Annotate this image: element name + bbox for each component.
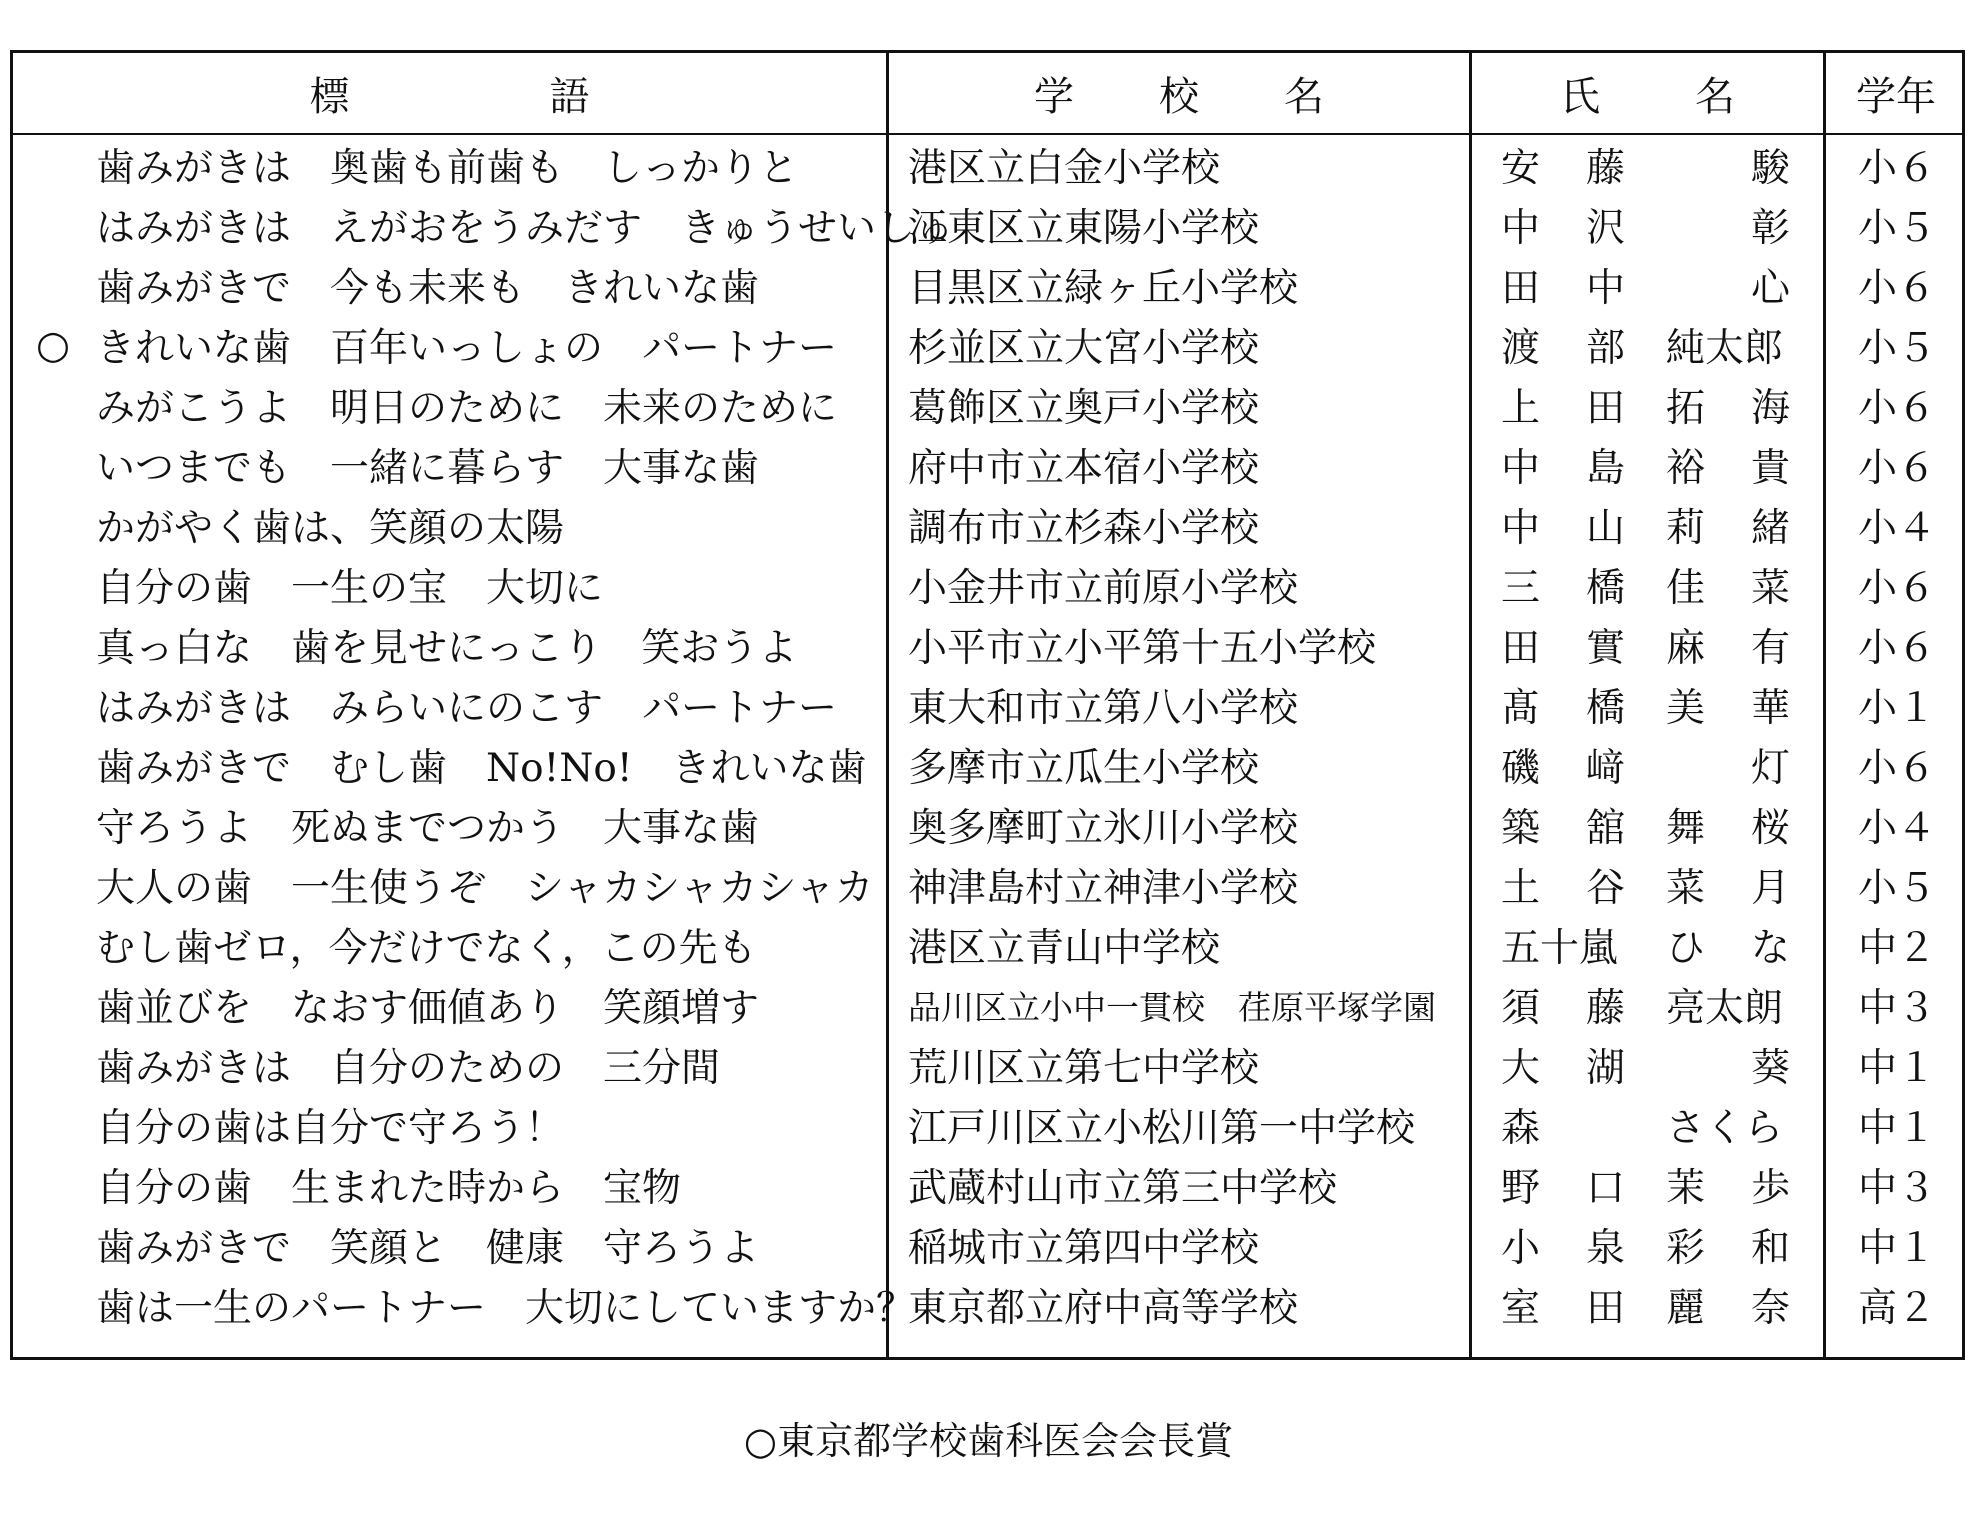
student-name-part: 華: [1751, 686, 1791, 731]
student-name-part: 小: [1501, 1226, 1541, 1271]
student-name-part: 亮太朗: [1666, 986, 1784, 1031]
table-row: [13, 1215, 1962, 1275]
student-name-part: 中: [1501, 206, 1541, 251]
grade: 小６: [1858, 386, 1937, 431]
award-marker: [28, 555, 78, 615]
grade: 小１: [1858, 686, 1937, 731]
grade: 中１: [1858, 1106, 1937, 1151]
slogan-text: 真っ白な 歯を見せにっこり 笑おうよ: [96, 626, 798, 671]
student-name-part: 田: [1501, 266, 1541, 311]
table-body: [13, 135, 1962, 1335]
award-marker: [28, 615, 78, 675]
student-name-part: 舞: [1666, 806, 1706, 851]
school-name: 品川区立小中一貫校 荏原平塚学園: [908, 987, 1436, 1027]
table-row: [13, 1035, 1962, 1095]
award-marker: [28, 915, 78, 975]
student-name-part: 貴: [1751, 446, 1791, 491]
school-name: 目黒区立緑ヶ丘小学校: [908, 266, 1299, 311]
slogan-text: むし歯ゼロ，今だけでなく，この先も: [96, 926, 757, 971]
header-name-char: 氏: [1560, 73, 1600, 120]
table-row: [13, 135, 1962, 195]
student-name-part: 彰: [1751, 206, 1791, 251]
slogan-text: きれいな歯 百年いっしょの パートナー: [96, 326, 838, 371]
school-name: 港区立白金小学校: [908, 146, 1221, 191]
student-name-part: 土: [1501, 866, 1541, 911]
student-name-part: 﨑: [1586, 746, 1626, 791]
slogan-text: 歯みがきで むし歯 No!No! きれいな歯: [96, 746, 867, 791]
table-row: [13, 1275, 1962, 1335]
student-name-part: 麻: [1666, 626, 1706, 671]
student-name-part: 橋: [1586, 566, 1626, 611]
student-name-part: 五十嵐: [1501, 926, 1619, 971]
student-name: [1501, 615, 1811, 675]
table-row: [13, 1095, 1962, 1155]
student-name-part: 田: [1586, 386, 1626, 431]
table-row: [13, 975, 1962, 1035]
student-name: [1501, 735, 1811, 795]
grade: 中３: [1858, 1166, 1937, 1211]
student-name-part: 海: [1751, 386, 1791, 431]
award-marker: [28, 1095, 78, 1155]
grade: 小４: [1858, 806, 1937, 851]
student-name: [1501, 375, 1811, 435]
student-name-part: 森: [1501, 1106, 1541, 1151]
table-row: [13, 435, 1962, 495]
table-row: [13, 915, 1962, 975]
table-row: [13, 855, 1962, 915]
student-name-part: 菜: [1751, 566, 1791, 611]
student-name-part: 美: [1666, 686, 1706, 731]
student-name-part: 三: [1501, 566, 1541, 611]
student-name-part: 部: [1586, 326, 1626, 371]
school-name: 武蔵村山市立第三中学校: [908, 1166, 1338, 1211]
student-name: [1501, 1095, 1811, 1155]
student-name: [1501, 975, 1811, 1035]
header-name-char: 名: [1695, 73, 1735, 120]
grade: 中３: [1858, 986, 1937, 1031]
grade: 小６: [1858, 266, 1937, 311]
award-marker: [28, 1035, 78, 1095]
student-name-part: 麗: [1666, 1286, 1706, 1331]
student-name-part: 舘: [1586, 806, 1626, 851]
school-name: 小金井市立前原小学校: [908, 566, 1299, 611]
student-name-part: 菜: [1666, 866, 1706, 911]
school-name: 府中市立本宿小学校: [908, 446, 1260, 491]
award-marker: [28, 255, 78, 315]
school-name: 奥多摩町立氷川小学校: [908, 806, 1299, 851]
award-marker: [28, 975, 78, 1035]
student-name: [1501, 915, 1811, 975]
student-name-part: 安: [1501, 146, 1541, 191]
table-row: [13, 195, 1962, 255]
footnote: ○東京都学校歯科医会会長賞: [743, 1419, 1234, 1463]
award-marker: [28, 435, 78, 495]
slogan-text: 歯みがきで 笑顔と 健康 守ろうよ: [96, 1226, 760, 1271]
slogan-text: みがこうよ 明日のために 未来のために: [96, 386, 838, 431]
student-name: [1501, 315, 1811, 375]
header-school: [889, 53, 1469, 133]
student-name: [1501, 435, 1811, 495]
award-marker: [28, 795, 78, 855]
student-name-part: 純太郎: [1666, 326, 1784, 371]
student-name-part: 歩: [1751, 1166, 1791, 1211]
student-name: [1501, 135, 1811, 195]
header-grade: 学年: [1856, 73, 1936, 120]
student-name-part: 佳: [1666, 566, 1706, 611]
student-name-part: 口: [1586, 1166, 1626, 1211]
student-name-part: 和: [1751, 1226, 1791, 1271]
student-name-part: 藤: [1586, 146, 1626, 191]
header-slogan-char: 語: [549, 73, 590, 120]
student-name-part: 裕: [1666, 446, 1706, 491]
table-row: [13, 615, 1962, 675]
student-name-part: 島: [1586, 446, 1626, 491]
student-name-part: 心: [1751, 266, 1791, 311]
student-name-part: 葵: [1751, 1046, 1791, 1091]
school-name: 港区立青山中学校: [908, 926, 1221, 971]
slogan-text: 守ろうよ 死ぬまでつかう 大事な歯: [96, 806, 760, 851]
student-name: [1501, 495, 1811, 555]
school-name: 杉並区立大宮小学校: [908, 326, 1260, 371]
table-row: [13, 1155, 1962, 1215]
student-name-part: 拓: [1666, 386, 1706, 431]
award-marker: [28, 675, 78, 735]
school-name: 江戸川区立小松川第一中学校: [908, 1106, 1416, 1151]
student-name-part: 月: [1751, 866, 1791, 911]
student-name-part: ひ: [1666, 926, 1706, 971]
header-school-char: 校: [1159, 73, 1199, 120]
student-name-part: 橋: [1586, 686, 1626, 731]
student-name-part: 桜: [1751, 806, 1791, 851]
slogan-text: 自分の歯 一生の宝 大切に: [96, 566, 604, 611]
header-name: [1472, 53, 1823, 133]
award-marker: [28, 195, 78, 255]
grade: 小６: [1858, 626, 1937, 671]
table-row: [13, 675, 1962, 735]
award-marker: [28, 735, 78, 795]
school-name: 多摩市立瓜生小学校: [908, 746, 1260, 791]
student-name-part: 中: [1586, 266, 1626, 311]
student-name-part: 田: [1501, 626, 1541, 671]
grade: 中２: [1858, 926, 1937, 971]
student-name-part: 室: [1501, 1286, 1541, 1331]
award-marker: [28, 135, 78, 195]
student-name-part: 沢: [1586, 206, 1626, 251]
student-name-part: 渡: [1501, 326, 1541, 371]
slogan-text: 歯並びを なおす価値あり 笑顔増す: [96, 986, 760, 1031]
student-name-part: さくら: [1666, 1106, 1784, 1151]
student-name-part: 上: [1501, 386, 1541, 431]
grade: 中１: [1858, 1226, 1937, 1271]
student-name-part: 茉: [1666, 1166, 1706, 1211]
student-name-part: 山: [1586, 506, 1626, 551]
table-row: [13, 495, 1962, 555]
student-name-part: 有: [1751, 626, 1791, 671]
slogan-text: 自分の歯 生まれた時から 宝物: [96, 1166, 682, 1211]
award-marker: [28, 1155, 78, 1215]
school-name: 東大和市立第八小学校: [908, 686, 1299, 731]
school-name: 江東区立東陽小学校: [908, 206, 1260, 251]
school-name: 荒川区立第七中学校: [908, 1046, 1260, 1091]
table-row: [13, 375, 1962, 435]
grade: 小６: [1858, 446, 1937, 491]
award-marker: [28, 1275, 78, 1335]
award-marker: [28, 375, 78, 435]
student-name-part: 彩: [1666, 1226, 1706, 1271]
slogan-text: いつまでも 一緒に暮らす 大事な歯: [96, 446, 760, 491]
grade: 小６: [1858, 746, 1937, 791]
grade: 小５: [1858, 866, 1937, 911]
student-name-part: 田: [1586, 1286, 1626, 1331]
table-row: [13, 735, 1962, 795]
student-name-part: 灯: [1751, 746, 1791, 791]
student-name: [1501, 855, 1811, 915]
table-row: [13, 795, 1962, 855]
header-slogan-char: 標: [309, 73, 350, 120]
table-row: [13, 255, 1962, 315]
student-name: [1501, 255, 1811, 315]
student-name-part: 湖: [1586, 1046, 1626, 1091]
table-row: [13, 315, 1962, 375]
slogan-text: 歯は一生のパートナー 大切にしていますか？: [96, 1286, 916, 1331]
student-name-part: 奈: [1751, 1286, 1791, 1331]
slogan-text: かがやく歯は、笑顔の太陽: [96, 506, 565, 551]
student-name-part: な: [1751, 926, 1791, 971]
table-row: [13, 555, 1962, 615]
student-name-part: 築: [1501, 806, 1541, 851]
student-name: [1501, 1275, 1811, 1335]
student-name-part: 藤: [1586, 986, 1626, 1031]
school-name: 稲城市立第四中学校: [908, 1226, 1260, 1271]
school-name: 小平市立小平第十五小学校: [908, 626, 1377, 671]
award-marker: [28, 855, 78, 915]
header-slogan: [13, 53, 886, 133]
student-name-part: 髙: [1501, 686, 1541, 731]
student-name: [1501, 1155, 1811, 1215]
slogan-text: 歯みがきで 今も未来も きれいな歯: [96, 266, 760, 311]
grade: 小６: [1858, 566, 1937, 611]
slogan-text: 大人の歯 一生使うぞ シャカシャカシャカ: [96, 866, 874, 911]
slogan-text: 自分の歯は自分で守ろう！: [96, 1106, 565, 1151]
grade: 小５: [1858, 326, 1937, 371]
header-school-char: 学: [1034, 73, 1074, 120]
student-name-part: 實: [1586, 626, 1626, 671]
slogan-text: はみがきは みらいにのこす パートナー: [96, 686, 838, 731]
student-name-part: 中: [1501, 446, 1541, 491]
award-marker: [28, 1215, 78, 1275]
student-name-part: 駿: [1751, 146, 1791, 191]
grade: 高２: [1858, 1286, 1937, 1331]
student-name: [1501, 675, 1811, 735]
grade: 小６: [1858, 146, 1937, 191]
student-name-part: 谷: [1586, 866, 1626, 911]
student-name-part: 緒: [1751, 506, 1791, 551]
student-name: [1501, 795, 1811, 855]
school-name: 調布市立杉森小学校: [908, 506, 1260, 551]
student-name-part: 野: [1501, 1166, 1541, 1211]
grade: 小５: [1858, 206, 1937, 251]
student-name-part: 泉: [1586, 1226, 1626, 1271]
school-name: 東京都立府中高等学校: [908, 1286, 1299, 1331]
slogan-text: 歯みがきは 自分のための 三分間: [96, 1046, 721, 1091]
award-table: [10, 50, 1965, 1360]
student-name: [1501, 195, 1811, 255]
award-marker: [28, 495, 78, 555]
student-name-part: 大: [1501, 1046, 1541, 1091]
student-name: [1501, 1035, 1811, 1095]
header-school-char: 名: [1284, 73, 1324, 120]
award-marker: ○: [35, 322, 71, 368]
slogan-text: 歯みがきは 奥歯も前歯も しっかりと: [96, 146, 799, 191]
student-name-part: 中: [1501, 506, 1541, 551]
student-name: [1501, 555, 1811, 615]
grade: 中１: [1858, 1046, 1937, 1091]
school-name: 神津島村立神津小学校: [908, 866, 1299, 911]
student-name-part: 莉: [1666, 506, 1706, 551]
slogan-text: はみがきは えがおをうみだす きゅうせいしゅ: [96, 206, 955, 251]
school-name: 葛飾区立奥戸小学校: [908, 386, 1260, 431]
student-name: [1501, 1215, 1811, 1275]
student-name-part: 須: [1501, 986, 1541, 1031]
student-name-part: 磯: [1501, 746, 1541, 791]
grade: 小４: [1858, 506, 1937, 551]
